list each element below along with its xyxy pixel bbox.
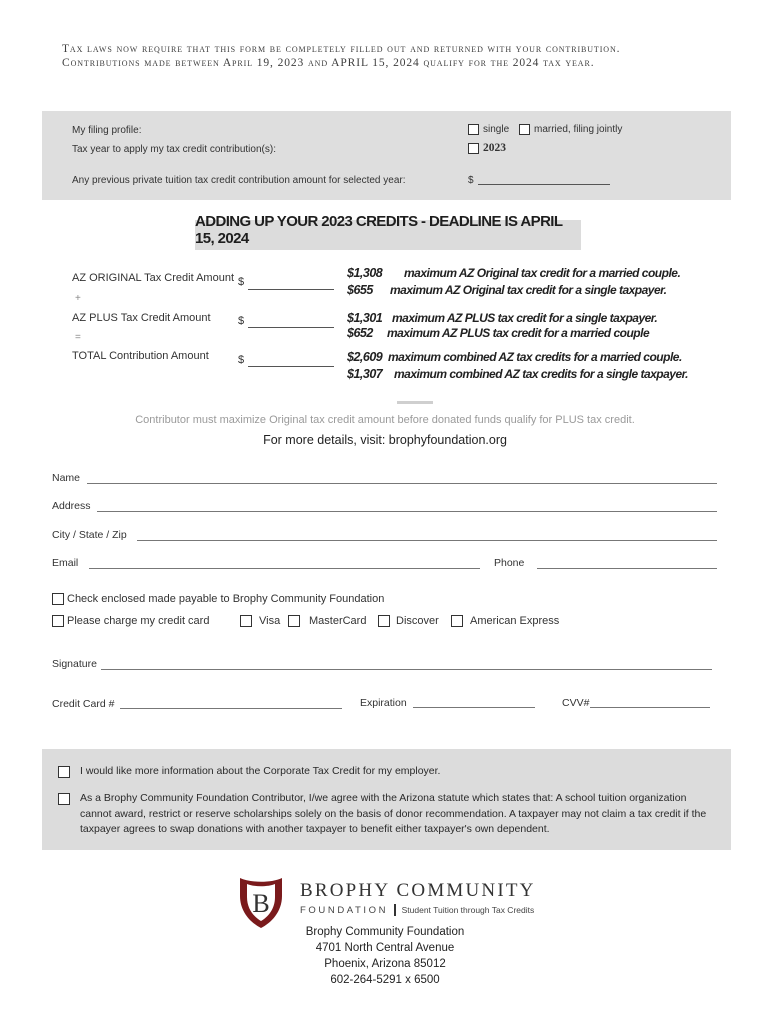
- plus-credit-label: AZ PLUS Tax Credit Amount: [72, 312, 211, 324]
- tax-year-checkbox[interactable]: [468, 143, 479, 154]
- previous-contribution-field[interactable]: [468, 175, 610, 186]
- original-dollar-sign: $: [238, 276, 245, 288]
- total-amount-input[interactable]: [248, 366, 334, 367]
- charge-card-checkbox[interactable]: [52, 615, 64, 627]
- address-phone: 602-264-5291 x 6500: [330, 974, 440, 986]
- mastercard-checkbox[interactable]: [288, 615, 300, 627]
- mastercard-label: MasterCard: [309, 615, 367, 627]
- address-input[interactable]: [97, 511, 717, 512]
- amex-option[interactable]: [451, 615, 559, 627]
- total-single-amount: $1,307: [347, 367, 383, 381]
- amex-label: American Express: [470, 615, 560, 627]
- section-divider: [397, 401, 433, 404]
- city-state-zip-label: City / State / Zip: [52, 529, 127, 541]
- charge-card-option[interactable]: [52, 615, 209, 627]
- total-dollar-sign: $: [238, 354, 245, 366]
- credit-card-label: Credit Card #: [52, 698, 115, 710]
- tax-year-label: Tax year to apply my tax credit contribution(s):: [72, 144, 276, 155]
- plus-amount-input[interactable]: [248, 327, 334, 328]
- credits-banner: ADDING UP YOUR 2023 CREDITS - DEADLINE IS APRIL 15, 2024: [195, 220, 581, 250]
- corporate-info-checkbox[interactable]: [58, 766, 70, 778]
- check-enclosed-option[interactable]: [52, 593, 384, 605]
- contributor-note: Contributor must maximize Original tax credit amount before donated funds qualify for PLUS tax credit.: [135, 414, 635, 426]
- mastercard-option[interactable]: [288, 615, 366, 627]
- tax-year-value: 2023: [483, 142, 506, 154]
- address-org: Brophy Community Foundation: [305, 926, 465, 938]
- plus-sign: +: [75, 293, 81, 304]
- notice-line-1: Tax laws now require that this form be completely filled out and returned with your contribution.: [62, 43, 621, 55]
- plus-single-desc: maximum AZ PLUS tax credit for a single taxpayer.: [392, 311, 658, 325]
- address-city: Phoenix, Arizona 85012: [324, 958, 446, 970]
- visa-option[interactable]: [240, 615, 280, 627]
- plus-married-amount: $652: [347, 326, 373, 340]
- original-amount-input[interactable]: [248, 289, 334, 290]
- brophy-shield-logo: [236, 874, 286, 930]
- filing-profile-box: [42, 111, 731, 200]
- brand-subtitle: [300, 904, 534, 916]
- phone-input[interactable]: [537, 568, 717, 569]
- plus-dollar-sign: $: [238, 315, 245, 327]
- signature-label: Signature: [52, 658, 97, 670]
- email-label: Email: [52, 557, 79, 569]
- corporate-info-label: I would like more information about the Corporate Tax Credit for my employer.: [80, 765, 441, 777]
- credit-card-input[interactable]: [120, 708, 342, 709]
- previous-contribution-label: Any previous private tuition tax credit contribution amount for selected year:: [72, 175, 406, 186]
- address-block: [0, 924, 770, 988]
- expiration-input[interactable]: [413, 707, 535, 708]
- brand-foundation: FOUNDATION: [300, 904, 389, 916]
- check-enclosed-checkbox[interactable]: [52, 593, 64, 605]
- charge-card-label: Please charge my credit card: [67, 615, 210, 627]
- original-credit-label: AZ ORIGINAL Tax Credit Amount: [72, 272, 235, 284]
- filing-profile-label: My filing profile:: [72, 125, 142, 136]
- expiration-label: Expiration: [360, 697, 407, 709]
- name-input[interactable]: [87, 483, 717, 484]
- total-married-amount: $2,609: [347, 350, 383, 364]
- statute-agreement-checkbox[interactable]: [58, 793, 70, 805]
- city-state-zip-input[interactable]: [137, 540, 717, 541]
- orig-married-desc: maximum AZ Original tax credit for a married couple.: [404, 266, 681, 280]
- cvv-label: CVV#: [562, 697, 590, 709]
- visa-label: Visa: [259, 615, 281, 627]
- notice-text: [62, 42, 722, 70]
- previous-contribution-input[interactable]: [478, 176, 610, 185]
- orig-single-amount: $655: [347, 283, 373, 297]
- statute-agreement-option[interactable]: [58, 791, 708, 838]
- phone-label: Phone: [494, 557, 525, 569]
- brand-name: BROPHY COMMUNITY: [300, 880, 536, 901]
- signature-input[interactable]: [101, 669, 712, 670]
- amex-checkbox[interactable]: [451, 615, 463, 627]
- orig-married-amount: $1,308: [347, 266, 383, 280]
- statute-agreement-text: As a Brophy Community Foundation Contributor, I/we agree with the Arizona statute which states that: A school tuition organization cannot award, restrict or reserve scholarships solely on the basis of donor recommendation. A taxpayer may not claim a tax credit if the taxpayer agrees to swap donations with another taxpayer to benefit either taxpayer's own dependent.: [80, 792, 707, 835]
- logo-letter: B: [252, 889, 270, 918]
- total-contribution-label: TOTAL Contribution Amount: [72, 350, 209, 362]
- email-input[interactable]: [89, 568, 480, 569]
- total-married-desc: maximum combined AZ tax credits for a married couple.: [388, 350, 682, 364]
- single-checkbox[interactable]: [468, 124, 479, 135]
- notice-line-2: Contributions made between April 19, 2023 and APRIL 15, 2024 qualify for the 2024 tax year.: [62, 57, 595, 69]
- orig-single-desc: maximum AZ Original tax credit for a single taxpayer.: [390, 283, 667, 297]
- discover-option[interactable]: [378, 615, 439, 627]
- total-single-desc: maximum combined AZ tax credits for a single taxpayer.: [394, 367, 688, 381]
- agreements-box: [42, 749, 731, 850]
- discover-label: Discover: [396, 615, 439, 627]
- cvv-input[interactable]: [590, 707, 710, 708]
- brand-divider: [394, 904, 396, 916]
- name-label: Name: [52, 472, 81, 484]
- corporate-info-option[interactable]: [58, 764, 498, 780]
- tax-year-option[interactable]: [468, 142, 506, 154]
- check-enclosed-label: Check enclosed made payable to Brophy Community Foundation: [67, 593, 385, 605]
- plus-single-amount: $1,301: [347, 311, 383, 325]
- plus-married-desc: maximum AZ PLUS tax credit for a married couple: [387, 326, 650, 340]
- previous-dollar-sign: $: [468, 175, 474, 186]
- single-label: single: [483, 124, 510, 135]
- married-label: married, filing jointly: [534, 124, 623, 135]
- address-street: 4701 North Central Avenue: [315, 942, 455, 954]
- discover-checkbox[interactable]: [378, 615, 390, 627]
- married-checkbox[interactable]: [519, 124, 530, 135]
- single-option[interactable]: [468, 124, 509, 135]
- brand-tagline: Student Tuition through Tax Credits: [401, 905, 535, 915]
- address-label: Address: [52, 500, 91, 512]
- equals-sign: =: [75, 332, 81, 343]
- visa-checkbox[interactable]: [240, 615, 252, 627]
- married-option[interactable]: [519, 124, 622, 135]
- details-link-text: For more details, visit: brophyfoundation.org: [263, 433, 507, 447]
